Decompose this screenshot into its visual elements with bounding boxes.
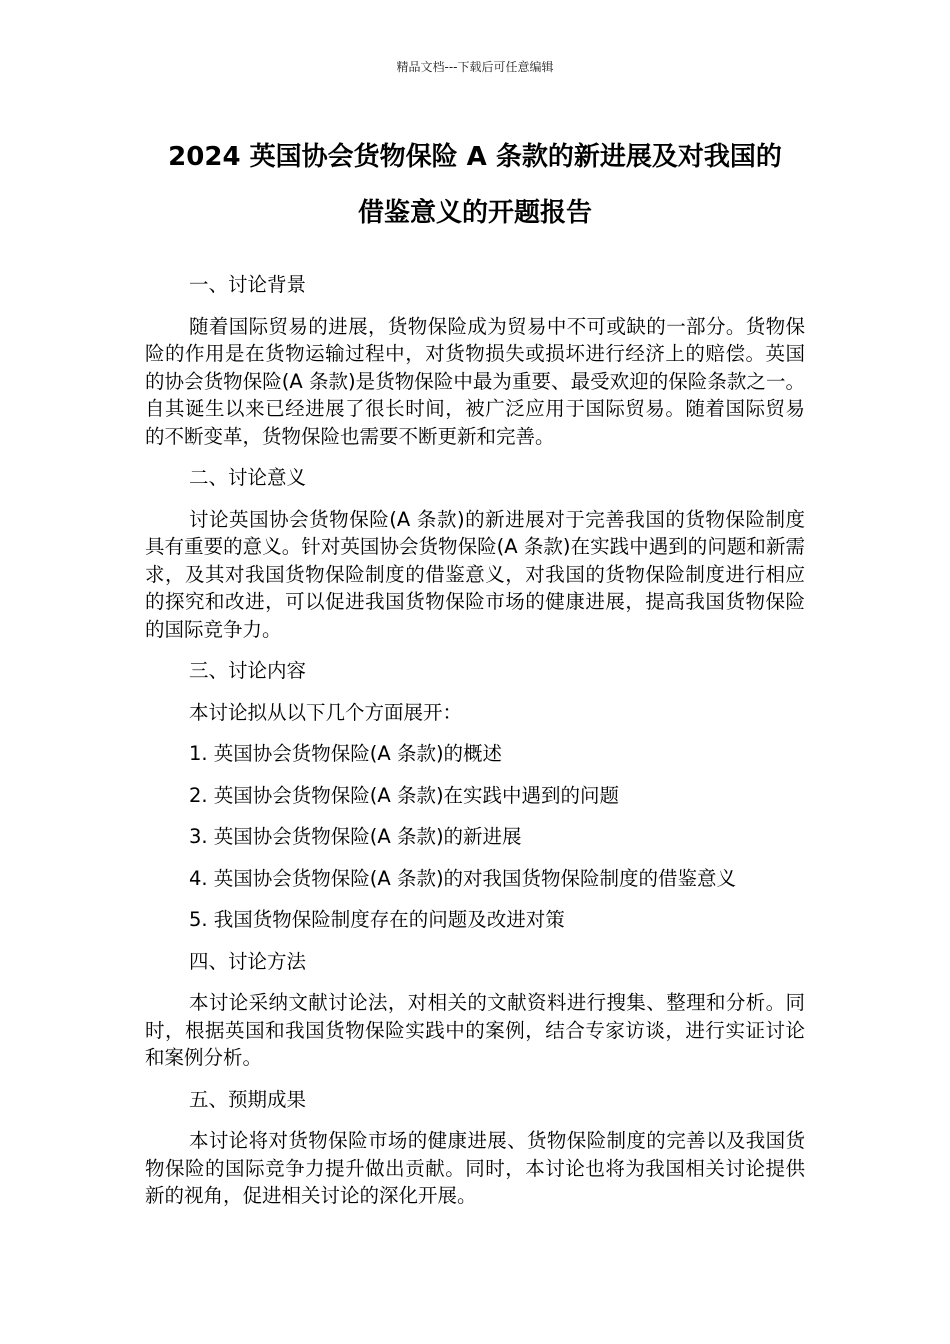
section-heading-outcomes: 五、预期成果	[189, 1087, 307, 1111]
document-title-line-1: 2024 英国协会货物保险 A 条款的新进展及对我国的	[168, 142, 782, 172]
list-item: 1. 英国协会货物保险(A 条款)的概述	[189, 742, 503, 765]
section-paragraph-significance: 讨论英国协会货物保险(A 条款)的新进展对于完善我国的货物保险制度具有重要的意义。针对英国协会货物保险(A 条款)在实践中遇到的问题和新需求，及其对我国货物保险制度的借鉴意义，对我国的货物保险制度进行相应的探究和改进，可以促进我国货物保险市场的健康进展，提高我国货物保险的国际竞争力。	[145, 507, 805, 641]
section-heading-content: 三、讨论内容	[189, 659, 307, 682]
list-item: 2. 英国协会货物保险(A 条款)在实践中遇到的问题	[189, 783, 620, 807]
section-intro-content: 本讨论拟从以下几个方面展开：	[189, 700, 463, 724]
list-item: 3. 英国协会货物保险(A 条款)的新进展	[189, 825, 522, 848]
section-heading-background: 一、讨论背景	[189, 273, 307, 296]
section-heading-significance: 二、讨论意义	[189, 466, 307, 489]
document-title-line-2: 借鉴意义的开题报告	[357, 198, 592, 228]
section-paragraph-outcomes: 本讨论将对货物保险市场的健康进展、货物保险制度的完善以及我国货物保险的国际竞争力提升做出贡献。同时，本讨论也将为我国相关讨论提供新的视角，促进相关讨论的深化开展。	[145, 1129, 805, 1207]
section-paragraph-methods: 本讨论采纳文献讨论法，对相关的文献资料进行搜集、整理和分析。同时，根据英国和我国货物保险实践中的案例，结合专家访谈，进行实证讨论和案例分析。	[145, 991, 805, 1069]
section-heading-methods: 四、讨论方法	[189, 949, 307, 973]
section-paragraph-background: 随着国际贸易的进展，货物保险成为贸易中不可或缺的一部分。货物保险的作用是在货物运输过程中，对货物损失或损坏进行经济上的赔偿。英国的协会货物保险(A 条款)是货物保险中最为重要、最受欢迎的保险条款之一。自其诞生以来已经进展了很长时间，被广泛应用于国际贸易。随着国际贸易的不断变革，货物保险也需要不断更新和完善。	[145, 314, 805, 448]
list-item: 5. 我国货物保险制度存在的问题及改进对策	[189, 908, 565, 931]
header-note: 精品文档---下载后可任意编辑	[396, 60, 554, 74]
document-body	[145, 271, 805, 1224]
list-item: 4. 英国协会货物保险(A 条款)的对我国货物保险制度的借鉴意义	[189, 866, 737, 890]
